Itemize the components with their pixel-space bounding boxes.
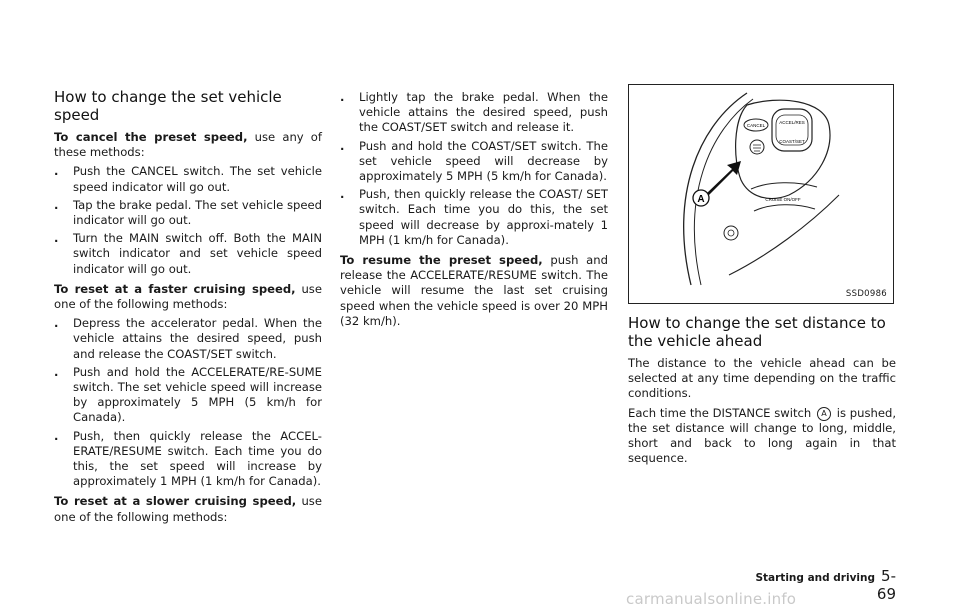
bullet: .: [54, 231, 59, 246]
accel-switch-label: ACCEL/RES: [779, 120, 805, 125]
cancel-switch-label: CANCEL: [746, 123, 766, 128]
steering-switch-illustration: [629, 85, 893, 303]
bullet: .: [54, 316, 59, 331]
slower-rest: use one of the following methods:: [54, 494, 322, 524]
cancel-rest: use any of these methods:: [54, 130, 322, 160]
bullet: .: [54, 197, 59, 212]
list-item: . Tap the brake pedal. The set vehicle speed indicator will go out.: [54, 197, 322, 228]
steering-switch-figure: [628, 84, 894, 304]
list-item: . Depress the accelerator pedal. When the vehicle attains the desired speed, push and release the COAST/SET switch.: [54, 316, 322, 361]
list-item: . Push and hold the ACCELERATE/RE-SUME switch. The set vehicle speed will increase by approximately 5 MPH (5 km/h for Canada).: [54, 364, 322, 425]
callout-arrow-icon: [707, 161, 741, 195]
callout-a-letter: A: [697, 194, 705, 205]
bullet: .: [340, 138, 345, 153]
faster-lead: To reset at a faster cruising speed,: [54, 281, 296, 296]
resume-rest: push and release the ACCELERATE/RESUME switch. The vehicle will resume the last set cruising speed when the vehicle speed is over 20 MPH (32 km/h).: [340, 253, 608, 328]
faster-methods-list: [54, 316, 322, 489]
list-item: . Lightly tap the brake pedal. When the vehicle attains the desired speed, push the COAST/SET switch and release it.: [340, 90, 608, 135]
bullet: .: [54, 428, 59, 443]
list-item: . Push, then quickly release the COAST/ SET switch. Each time you do this, the set speed will decrease by approxi-mately 1 MPH (1 km/h for Canada).: [340, 187, 608, 247]
distance-paragraph-1: The distance to the vehicle ahead can be selected at any time depending on the traffic conditions.: [628, 356, 896, 401]
wheel-outline-outer: [684, 93, 747, 285]
cancel-intro: [54, 130, 322, 160]
bullet: .: [54, 364, 59, 379]
watermark: carmanualsonline.info: [626, 590, 797, 608]
list-item: . Push and hold the COAST/SET switch. The set vehicle speed will decrease by approximately 5 MPH (5 km/h for Canada).: [340, 138, 608, 184]
bullet: .: [340, 90, 345, 104]
resume-paragraph: [340, 253, 608, 329]
bullet: .: [54, 164, 59, 179]
figure-code: SSD0986: [845, 289, 887, 299]
cancel-lead: To cancel the preset speed,: [54, 130, 248, 144]
column-1: [54, 88, 322, 529]
para2-before: Each time the DISTANCE switch: [628, 405, 812, 420]
slower-methods-list: [340, 90, 608, 248]
slower-intro: [54, 494, 322, 524]
cancel-methods-list: [54, 164, 322, 276]
resume-lead: To resume the preset speed,: [340, 253, 543, 268]
list-item: . Turn the MAIN switch off. Both the MAIN switch indicator and set vehicle speed indicator will go out.: [54, 231, 322, 276]
main-switch-label: CRUISE ON/OFF: [765, 197, 801, 202]
section-heading-set-distance: How to change the set distance to the vehicle ahead: [628, 314, 886, 350]
coast-switch-label: COAST/SET: [779, 139, 805, 144]
callout-marker-a: A: [817, 407, 831, 421]
column-3: [628, 314, 896, 470]
main-switch-button: [724, 226, 738, 240]
para2-after: is pushed, the set distance will change to long, middle, short and back to long again in that sequence.: [628, 405, 897, 466]
distance-paragraph-2: [628, 406, 896, 467]
faster-rest: use one of the following methods:: [54, 281, 322, 312]
spoke-line: [729, 195, 839, 275]
faster-intro: [54, 282, 322, 312]
page-number: 5-69: [876, 567, 896, 603]
list-item: . Push the CANCEL switch. The set vehicle speed indicator will go out.: [54, 164, 322, 194]
footer-section-title: Starting and driving: [755, 572, 876, 584]
slower-lead: To reset at a slower cruising speed,: [54, 494, 297, 509]
column-2: [340, 90, 608, 333]
lower-bar-bottom: [754, 205, 815, 211]
list-item: . Push, then quickly release the ACCEL-ERATE/RESUME switch. Each time you do this, the set speed will increase by approximately 1 MPH (1 km/h for Canada).: [54, 428, 322, 489]
distance-switch-shape: [750, 140, 764, 154]
bullet: .: [340, 187, 345, 202]
section-heading-set-speed: How to change the set vehicle speed: [54, 88, 282, 124]
